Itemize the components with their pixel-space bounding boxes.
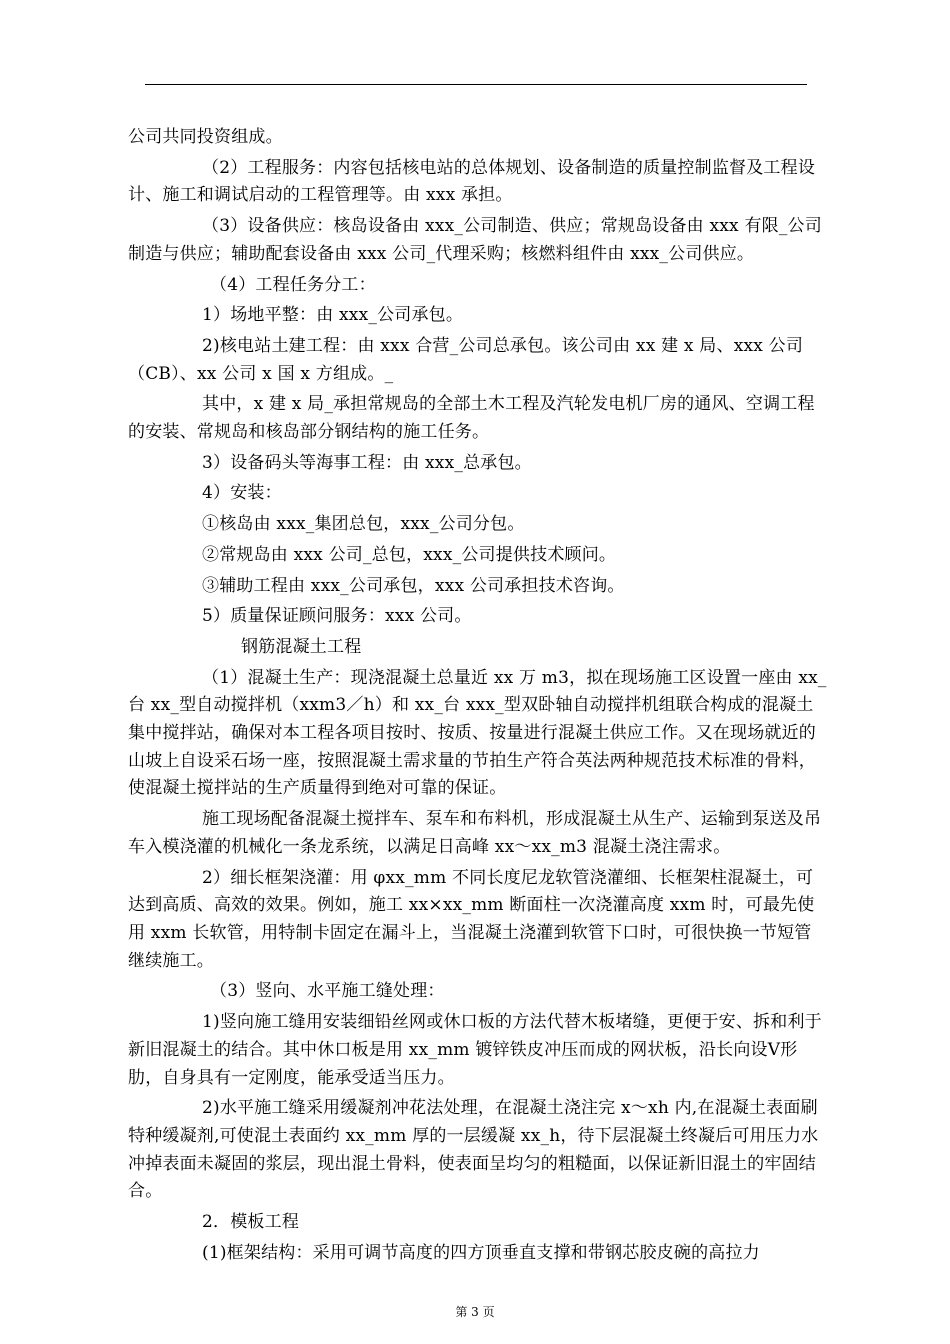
paragraph: 1）场地平整：由 xxx_公司承包。: [202, 305, 464, 326]
paragraph: 5）质量保证顾问服务：xxx 公司。: [202, 606, 472, 627]
paragraph: （4）工程任务分工：: [210, 274, 376, 295]
paragraph: （3）竖向、水平施工缝处理：: [210, 981, 445, 1002]
paragraph: (1)框架结构：采用可调节高度的四方顶垂直支撑和带钢芯胶皮碗的高拉力: [202, 1242, 760, 1263]
paragraph: 2．模板工程: [202, 1212, 300, 1233]
paragraph: （1）混凝土生产：现浇混凝土总量近 xx 万 m3，拟在现场施工区设置一座由 xx_台 xx_型自动搅拌机（xxm3／h）和 xx_台 xxx_型双卧轴自动搅拌机组联合构成的混凝土集中搅拌站，确保对本工程各项目按时、按质、按量进行混凝土供应工作。又在现场就近的山坡上自设采石场一座，按照混凝土需求量的节拍生产符合英法两种规范技术标准的骨料，使混凝土搅拌站的生产质量得到绝对可靠的保证。: [128, 667, 827, 799]
body-text: [128, 121, 828, 1267]
header-rule: [145, 84, 807, 85]
paragraph: 2)核电站土建工程：由 xxx 合营_公司总承包。该公司由 xx 建 x 局、xxx 公司（CB）、xx 公司 x 国 x 方组成。_: [128, 335, 804, 384]
paragraph: 1)竖向施工缝用安装细铅丝网或休口板的方法代替木板堵缝，更便于安、拆和利于新旧混凝土的结合。其中休口板是用 xx_mm 镀锌铁皮冲压而成的网状板，沿长向设Ⅴ形肋，自身具有一定刚度，能承受适当压力。: [128, 1012, 822, 1088]
section-heading: 钢筋混凝土工程: [241, 636, 362, 657]
paragraph: （3）设备供应：核岛设备由 xxx_公司制造、供应；常规岛设备由 xxx 有限_公司制造与供应；辅助配套设备由 xxx 公司_代理采购；核燃料组件由 xxx_公司供应。: [128, 216, 822, 264]
paragraph: （2）工程服务：内容包括核电站的总体规划、设备制造的质量控制监督及工程设计、施工和调试启动的工程管理等。由 xxx 承担。: [128, 157, 816, 206]
paragraph: 4）安装：: [202, 483, 282, 504]
page-number: 第 3 页: [455, 1305, 495, 1319]
paragraph: 2)水平施工缝采用缓凝剂冲花法处理，在混凝土浇注完 x～xh 内,在混凝土表面刷特种缓凝剂,可使混土表面约 xx_mm 厚的一层缓凝 xx_h，待下层混凝土终凝后可用压力水冲掉表面未凝固的浆层，现出混土骨料，使表面呈均匀的粗糙面，以保证新旧混土的牢固结合。: [128, 1098, 819, 1202]
paragraph: ③辅助工程由 xxx_公司承包，xxx 公司承担技术咨询。: [202, 575, 625, 596]
paragraph: 施工现场配备混凝土搅拌车、泵车和布料机，形成混凝土从生产、运输到泵送及吊车入模浇灌的机械化一条龙系统，以满足日高峰 xx～xx_m3 混凝土浇注需求。: [128, 809, 822, 857]
paragraph: 3）设备码头等海事工程：由 xxx_总承包。: [202, 452, 532, 473]
paragraph: 公司共同投资组成。: [128, 127, 283, 147]
paragraph: 其中，x 建 x 局_承担常规岛的全部土木工程及汽轮发电机厂房的通风、空调工程的安装、常规岛和核岛部分钢结构的施工任务。: [128, 394, 815, 443]
paragraph: 2）细长框架浇灌：用 φxx_mm 不同长度尼龙软管浇灌细、长框架柱混凝土，可达到高质、高效的效果。例如，施工 xx×xx_mm 断面柱一次浇灌高度 xxm 时，可最先使用 xxm 长软管，用特制卡固定在漏斗上，当混凝土浇灌到软管下口时，可很快换一节短管继续施工。: [128, 867, 815, 971]
paragraph: ①核岛由 xxx_集团总包，xxx_公司分包。: [202, 514, 525, 535]
paragraph: ②常规岛由 xxx 公司_总包，xxx_公司提供技术顾问。: [202, 544, 617, 565]
